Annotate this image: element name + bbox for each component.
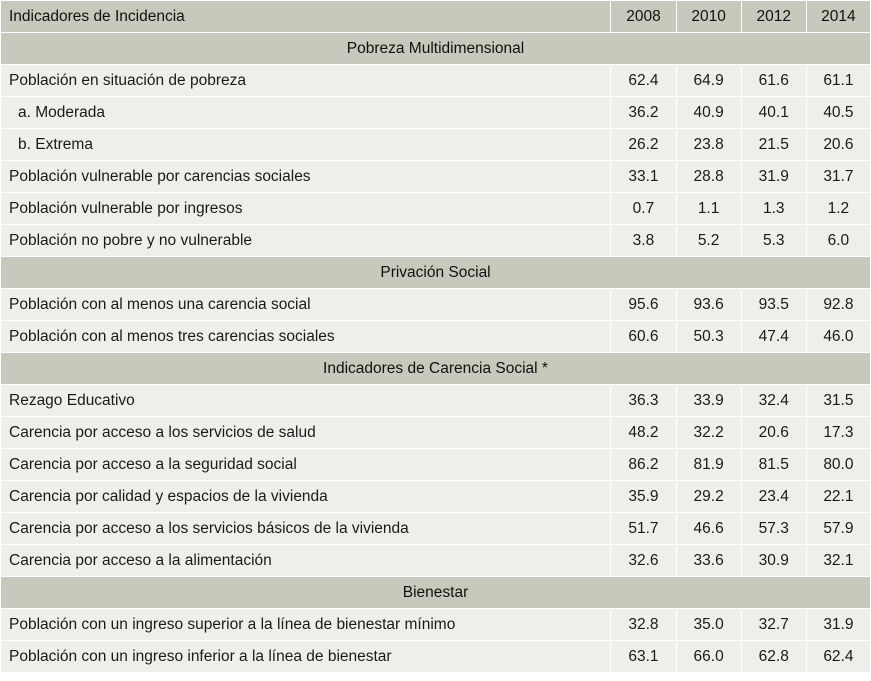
row-label: Población con un ingreso superior a la línea de bienestar mínimo [1, 609, 611, 641]
row-label: Carencia por acceso a la seguridad social [1, 449, 611, 481]
row-value: 22.1 [806, 481, 870, 513]
table-row [1, 385, 871, 417]
row-value: 31.7 [806, 161, 870, 193]
row-value: 23.4 [741, 481, 806, 513]
table-row [1, 417, 871, 449]
row-value: 3.8 [611, 225, 676, 257]
row-value: 23.8 [676, 129, 741, 161]
row-value: 1.3 [741, 193, 806, 225]
section-title: Pobreza Multidimensional [1, 33, 871, 65]
table-row [1, 545, 871, 577]
row-label: Población vulnerable por ingresos [1, 193, 611, 225]
table-row [1, 129, 871, 161]
row-value: 86.2 [611, 449, 676, 481]
row-value: 26.2 [611, 129, 676, 161]
header-label-cell: Indicadores de Incidencia [1, 1, 611, 33]
table-row [1, 289, 871, 321]
row-value: 62.4 [806, 641, 870, 673]
row-value: 5.2 [676, 225, 741, 257]
section-title: Privación Social [1, 257, 871, 289]
row-label: Rezago Educativo [1, 385, 611, 417]
row-value: 31.9 [806, 609, 870, 641]
row-label: Carencia por acceso a la alimentación [1, 545, 611, 577]
row-value: 33.1 [611, 161, 676, 193]
header-year-cell: 2012 [741, 1, 806, 33]
section-header-row [1, 257, 871, 289]
row-value: 57.9 [806, 513, 870, 545]
table-row [1, 161, 871, 193]
row-value: 32.2 [676, 417, 741, 449]
row-value: 93.6 [676, 289, 741, 321]
row-value: 40.5 [806, 97, 870, 129]
row-value: 63.1 [611, 641, 676, 673]
row-label: Carencia por calidad y espacios de la vivienda [1, 481, 611, 513]
row-value: 1.2 [806, 193, 870, 225]
row-label: Carencia por acceso a los servicios de salud [1, 417, 611, 449]
row-value: 36.3 [611, 385, 676, 417]
row-value: 30.9 [741, 545, 806, 577]
row-value: 20.6 [806, 129, 870, 161]
row-label: b. Extrema [1, 129, 611, 161]
row-value: 81.9 [676, 449, 741, 481]
row-label: Población con al menos una carencia social [1, 289, 611, 321]
table-row [1, 609, 871, 641]
row-value: 36.2 [611, 97, 676, 129]
table-row [1, 481, 871, 513]
row-value: 29.2 [676, 481, 741, 513]
row-value: 40.1 [741, 97, 806, 129]
row-value: 0.7 [611, 193, 676, 225]
row-value: 80.0 [806, 449, 870, 481]
row-value: 20.6 [741, 417, 806, 449]
row-value: 1.1 [676, 193, 741, 225]
row-label: Población con un ingreso inferior a la línea de bienestar [1, 641, 611, 673]
row-label: Población no pobre y no vulnerable [1, 225, 611, 257]
row-value: 64.9 [676, 65, 741, 97]
section-title: Indicadores de Carencia Social * [1, 353, 871, 385]
row-value: 50.3 [676, 321, 741, 353]
row-value: 62.4 [611, 65, 676, 97]
row-value: 21.5 [741, 129, 806, 161]
section-header-row [1, 353, 871, 385]
row-value: 61.1 [806, 65, 870, 97]
row-value: 33.6 [676, 545, 741, 577]
row-value: 61.6 [741, 65, 806, 97]
row-value: 28.8 [676, 161, 741, 193]
row-value: 6.0 [806, 225, 870, 257]
row-value: 66.0 [676, 641, 741, 673]
row-value: 32.1 [806, 545, 870, 577]
row-label: Carencia por acceso a los servicios básicos de la vivienda [1, 513, 611, 545]
table-row [1, 321, 871, 353]
row-label: a. Moderada [1, 97, 611, 129]
row-value: 35.9 [611, 481, 676, 513]
table-row [1, 65, 871, 97]
row-value: 31.5 [806, 385, 870, 417]
row-value: 47.4 [741, 321, 806, 353]
table-row [1, 641, 871, 673]
row-value: 33.9 [676, 385, 741, 417]
table-body [1, 1, 871, 673]
row-value: 62.8 [741, 641, 806, 673]
row-label: Población vulnerable por carencias sociales [1, 161, 611, 193]
row-value: 35.0 [676, 609, 741, 641]
row-value: 31.9 [741, 161, 806, 193]
row-label: Población en situación de pobreza [1, 65, 611, 97]
row-value: 51.7 [611, 513, 676, 545]
table-row [1, 449, 871, 481]
row-value: 46.6 [676, 513, 741, 545]
row-value: 17.3 [806, 417, 870, 449]
section-header-row [1, 577, 871, 609]
header-year-cell: 2010 [676, 1, 741, 33]
section-title: Bienestar [1, 577, 871, 609]
row-value: 93.5 [741, 289, 806, 321]
table-row [1, 193, 871, 225]
table-row [1, 97, 871, 129]
row-value: 32.4 [741, 385, 806, 417]
row-value: 57.3 [741, 513, 806, 545]
table-row [1, 225, 871, 257]
table-row [1, 513, 871, 545]
section-header-row [1, 33, 871, 65]
row-value: 81.5 [741, 449, 806, 481]
row-value: 5.3 [741, 225, 806, 257]
table-header-row [1, 1, 871, 33]
row-value: 95.6 [611, 289, 676, 321]
row-value: 32.7 [741, 609, 806, 641]
row-value: 60.6 [611, 321, 676, 353]
header-year-cell: 2008 [611, 1, 676, 33]
row-label: Población con al menos tres carencias sociales [1, 321, 611, 353]
row-value: 48.2 [611, 417, 676, 449]
row-value: 32.6 [611, 545, 676, 577]
row-value: 32.8 [611, 609, 676, 641]
row-value: 46.0 [806, 321, 870, 353]
header-year-cell: 2014 [806, 1, 870, 33]
row-value: 40.9 [676, 97, 741, 129]
row-value: 92.8 [806, 289, 870, 321]
